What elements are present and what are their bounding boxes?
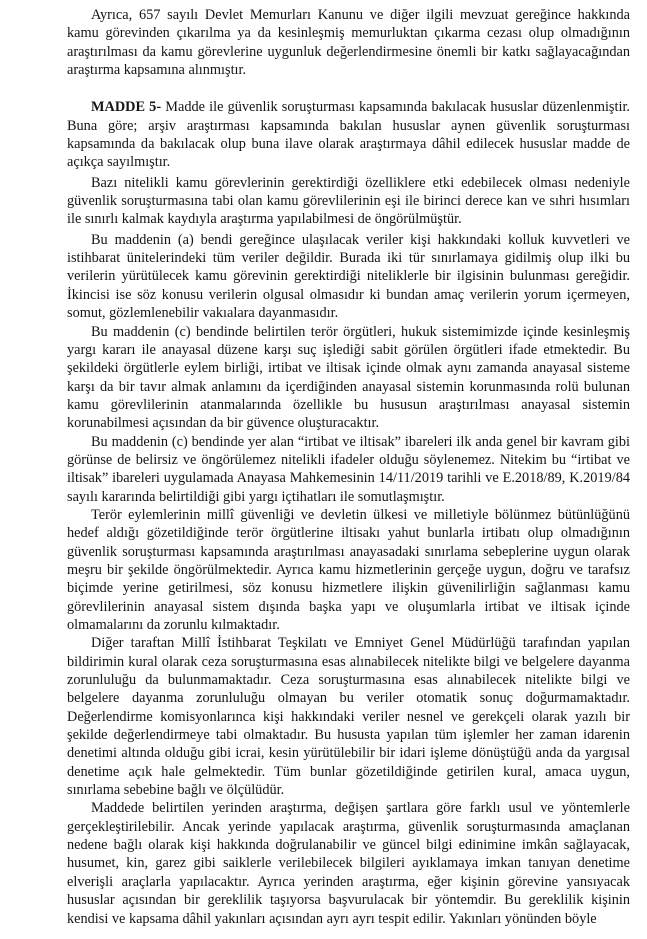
paragraph-text: Maddede belirtilen yerinden araştırma, değişen şartlara göre farklı usul ve yöntemlerle gerçekleştirilebilir. Ancak yerinde yapılacak araştırma, güvenlik soruşturmasında amaçlanan nedene bağlı olarak kişi hakkında doğrulanabilir ve güncel bilgi edinimine imkân sağlayacak, husumet, kin, garez gibi saiklerle verilebilecek bilgileri ayıklamaya imkan tanıyan denetime elverişli araçlarla yapılacaktır. Ayrıca yerinden araştırma, eğer kişinin görevine yansıyacak hususlar açısından bir gereklilik taşıyorsa başvurulacak bir yöntemdir. Bu gereklilik kişinin kendisi ve kapsama dâhil yakınları açısından ayrı ayrı tespit edilir. Yakınları yönünden böyle (67, 800, 630, 927)
paragraph-657-law (67, 6, 630, 79)
paragraph-text: Bu maddenin (c) bendinde belirtilen terör örgütleri, hukuk sistemimizde içinde kesinleşmiş yargı kararı ile anayasal düzene karşı suç işlediği sabit görülen örgütleri ifade etmektedir. Bu şekildeki örgütlerle eylem birliği, irtibat ve iltisak içinde olmak aynı zamanda anayasal sisteme karşı da bir tavır almak anlamını da içerdiğinden anayasal sistemin korunmasında rolü bulunan kamu görevlilerinin atanmalarında özellikle bu hususun araştırılması anayasal sistemin korunabilmesi açısından da bir güvence oluşturacaktır. (67, 323, 630, 432)
paragraph-text: Bu maddenin (c) bendinde yer alan “irtibat ve iltisak” ibareleri ilk anda genel bir kavram gibi görünse de belirsiz ve öngörülemez nitelikli ifadeler olduğu söylenemez. Nitekim bu “irtibat ve iltisak” ibareleri uygulamada Anayasa Mahkemesinin 14/11/2019 tarihli ve E.2018/89, K.2019/84 sayılı kararında belirtildiği gibi yargı içtihatları ile somutlaşmıştır. (67, 433, 630, 505)
paragraph-text: Madde ile güvenlik soruşturması kapsamında bakılacak hususlar düzenlenmiştir. Buna göre; arşiv araştırması kapsamında bakılan hususlar aynen güvenlik soruşturması kapsamında da bakılacak olup buna ilave olarak araştırmaya dâhil edilecek hususlar madde de açıkça sayılmıştır. (67, 99, 630, 171)
article-label: MADDE 5- (91, 99, 162, 116)
paragraph-bend-c-terror (67, 323, 630, 433)
paragraph-mit-egm (67, 634, 630, 799)
paragraph-relatives (67, 174, 630, 229)
paragraph-text: Ayrıca, 657 sayılı Devlet Memurları Kanunu ve diğer ilgili mevzuat gereğince hakkında kamu görevinden çıkarılma ya da kesinleşmiş memurluktan çıkarma cezası olup olmadığının araştırılması da kamu görevlerine uygunluk değerlendirmesine önemli bir katkı sağlayacağından araştırma kapsamına alınmıştır. (67, 7, 630, 79)
paragraph-text: Bu maddenin (a) bendi gereğince ulaşılacak veriler kişi hakkındaki kolluk kuvvetleri ve istihbarat ünitelerindeki tüm veriler değildir. Burada iki tür sınırlamaya gidilmiş olup ilki bu verilerin yürütülecek kamu görevinin gerektirdiği niteliklerle bir ilgisinin bulunması gereğidir. İkincisi ise söz konusu verilerin olgusal olmasıdır ki bundan amaç verilerin yorum içermeyen, somut, gözlemlenebilir vakıalara dayanmasıdır. (67, 231, 630, 322)
paragraph-text: Diğer taraftan Millî İstihbarat Teşkilatı ve Emniyet Genel Müdürlüğü tarafından yapılan bildirimin kural olarak ceza soruşturmasına esas alınabilecek nitelikte bilgi ve belgelere dayanma zorunluluğu da bulunmamaktadır. Ceza soruşturmasına esas alınabilecek nitelikte bilgi ve belgelere dayanma zorunluluğu olmayan bu veriler otomatik sonuç doğurmamaktadır. Değerlendirme komisyonlarınca kişi hakkındaki veriler nesnel ve gerekçeli olarak yazılı bir şekilde değerlendirmeye tabi olmaktadır. Bu hususta yapılan tüm işlemler her zaman idarenin denetimi altında olduğu gibi icrai, kesin yürütülebilir bir idari işleme dönüştüğü anda da yargısal denetime açık hale gelmektedir. Tüm bunlar gözetildiğinde getirilen kural, amaca uygun, sınırlama sebebine bağlı ve ölçülüdür. (67, 635, 630, 799)
paragraph-text: Terör eylemlerinin millî güvenliği ve devletin ülkesi ve milletiyle bölünmez bütünlüğünü hedef aldığı gözetildiğinde terör örgütlerine iltisakı yahut bunlarla irtibatı olup olmadığının güvenlik soruşturması kapsamında araştırılması anayasadaki sınırlama sebeplerine uygun olarak meşru bir şekilde öngörülmektedir. Ayrıca kamu hizmetlerinin gerçeğe uygun, doğru ve tarafsız biçimde yerine getirilmesi, söz konusu hizmetlere ilişkin güvenilirliğin sağlanması kamu görevlilerinin anayasal sistem dışında başka yapı ve oluşumlarla irtibat ve iltisak içinde olmamalarını da zorunlu kılmaktadır. (67, 506, 630, 633)
paragraph-onsite-research (67, 799, 630, 927)
paragraph-bend-c-irtibat (67, 433, 630, 506)
paragraph-terror-acts (67, 506, 630, 634)
paragraph-bend-a (67, 231, 630, 323)
paragraph-text: Bazı nitelikli kamu görevlerinin gerektirdiği özelliklere etki edebilecek olması nedeniyle güvenlik soruşturmasına tabi olan kamu görevlilerinin eşi ile birinci derece kan ve sıhri hısımları ile sınırlı kalmak kaydıyla araştırma yapılabilmesi de öngörülmüştür. (67, 174, 630, 228)
document-page (67, 6, 630, 928)
paragraph-article-5 (67, 98, 630, 171)
